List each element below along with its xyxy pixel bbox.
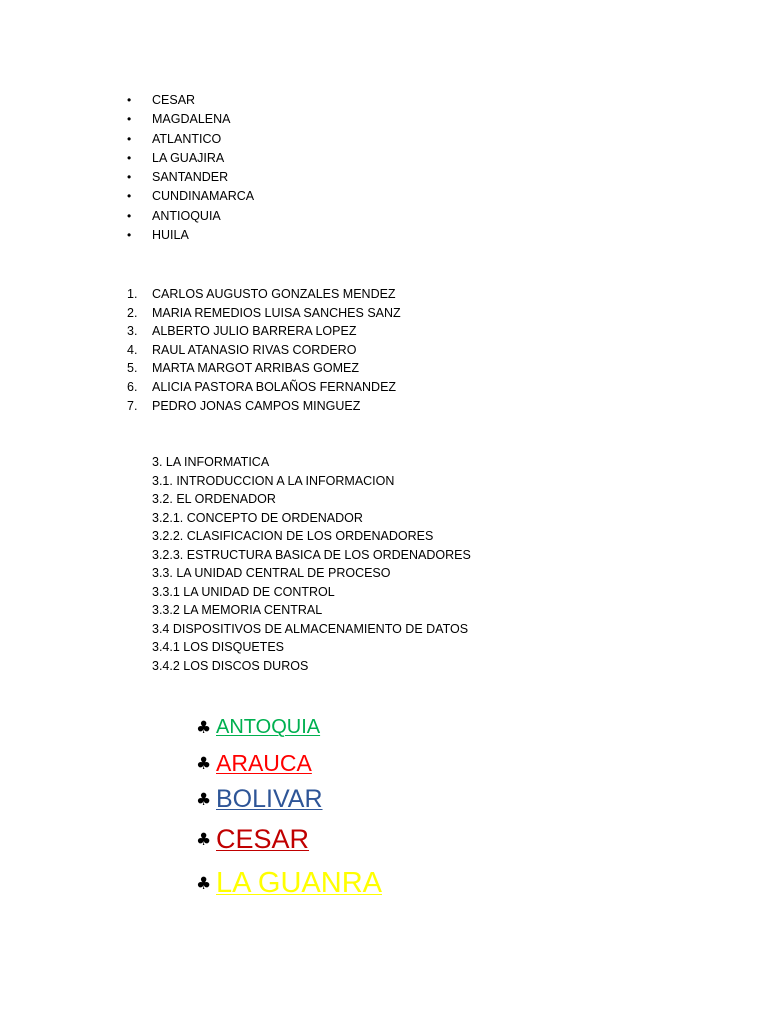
outline-item: 3.3.1 LA UNIDAD DE CONTROL — [152, 584, 335, 599]
list-item-text: ARAUCA — [216, 750, 312, 776]
list-item-text: SANTANDER — [152, 170, 229, 185]
list-item-text: PEDRO JONAS CAMPOS MINGUEZ — [152, 398, 361, 413]
list-item — [196, 716, 382, 750]
bullet-icon: • — [127, 228, 132, 243]
outline-item: 3.2.3. ESTRUCTURA BASICA DE LOS ORDENADORES — [152, 547, 471, 562]
bullet-icon: • — [127, 150, 132, 165]
list-item-text: LA GUAJIRA — [152, 150, 225, 165]
list-number: 6. — [127, 379, 138, 394]
list-item-text: MARTA MARGOT ARRIBAS GOMEZ — [152, 361, 359, 376]
bullet-icon: • — [127, 208, 132, 223]
outline-item: 3.3. LA UNIDAD CENTRAL DE PROCESO — [152, 566, 391, 580]
club-icon: ♣ — [196, 717, 212, 738]
outline-item: 3.4 DISPOSITIVOS DE ALMACENAMIENTO DE DATOS — [152, 621, 469, 636]
list-item-text: MAGDALENA — [152, 112, 231, 127]
list-number: 5. — [127, 361, 138, 376]
list-item-text: ANTOQUIA — [216, 716, 321, 738]
list-item-text: CUNDINAMARCA — [152, 189, 255, 204]
club-icon: ♣ — [196, 873, 212, 894]
list-item-text: CESAR — [152, 93, 196, 107]
outline-item: 3.4.1 LOS DISQUETES — [152, 640, 284, 654]
list-number: 1. — [127, 287, 138, 301]
informatica-outline-list — [152, 453, 471, 675]
list-item-text: HUILA — [152, 228, 189, 243]
list-item-text: LA GUANRA — [216, 867, 382, 899]
list-number: 7. — [127, 398, 138, 413]
club-icon: ♣ — [196, 789, 212, 810]
list-item — [196, 867, 382, 912]
list-item-text: ANTIOQUIA — [152, 208, 221, 223]
list-item — [196, 750, 382, 785]
list-number: 4. — [127, 342, 138, 357]
bullet-icon: • — [127, 170, 132, 185]
outline-item: 3.2. EL ORDENADOR — [152, 492, 276, 506]
bullet-icon: • — [127, 112, 132, 127]
outline-item: 3.3.2 LA MEMORIA CENTRAL — [152, 603, 323, 617]
list-item — [196, 785, 382, 824]
bullet-icon: • — [127, 131, 132, 146]
club-icon: ♣ — [196, 753, 212, 774]
club-icon: ♣ — [196, 829, 212, 850]
bullet-icon: • — [127, 93, 132, 107]
list-item-text: ATLANTICO — [152, 131, 222, 146]
list-item-text: RAUL ATANASIO RIVAS CORDERO — [152, 342, 357, 357]
outline-item: 3.1. INTRODUCCION A LA INFORMACION — [152, 473, 395, 488]
list-number: 2. — [127, 305, 138, 320]
list-item-text: CESAR — [216, 824, 310, 854]
outline-item: 3. LA INFORMATICA — [152, 455, 270, 469]
outline-item: 3.2.2. CLASIFICACION DE LOS ORDENADORES — [152, 529, 434, 543]
club-bullet-list — [196, 716, 382, 912]
list-item — [196, 824, 382, 867]
list-number: 3. — [127, 324, 138, 339]
list-item-text: ALICIA PASTORA BOLAÑOS FERNANDEZ — [152, 379, 397, 394]
outline-item: 3.4.2 LOS DISCOS DUROS — [152, 658, 309, 673]
list-item-text: MARIA REMEDIOS LUISA SANCHES SANZ — [152, 305, 401, 320]
bullet-icon: • — [127, 189, 132, 204]
list-item-text: BOLIVAR — [216, 785, 323, 813]
list-item-text: ALBERTO JULIO BARRERA LOPEZ — [152, 324, 357, 339]
list-item-text: CARLOS AUGUSTO GONZALES MENDEZ — [152, 287, 396, 301]
outline-item: 3.2.1. CONCEPTO DE ORDENADOR — [152, 510, 363, 525]
